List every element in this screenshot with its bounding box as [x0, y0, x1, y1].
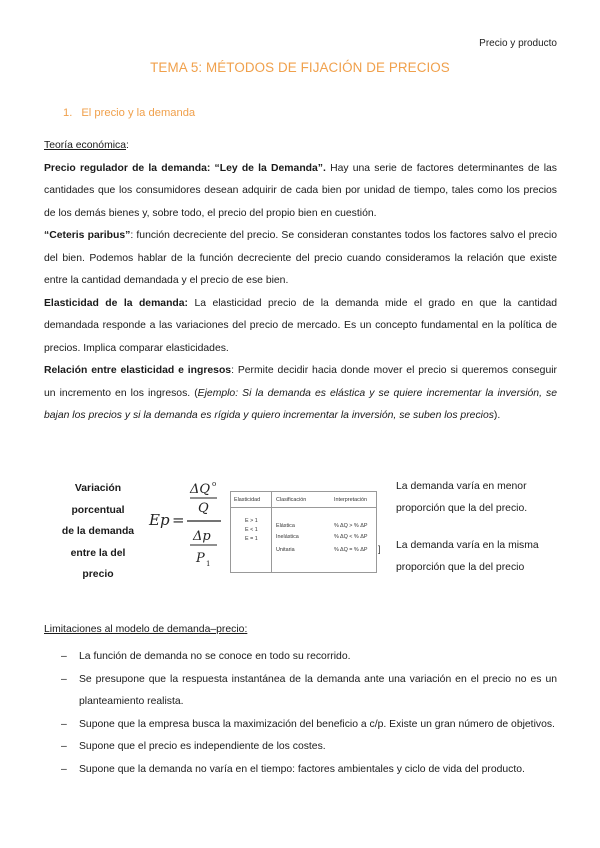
list-item — [44, 759, 557, 782]
note-unitary: La demanda varía en la misma proporción que la del precio — [396, 540, 539, 573]
limits-heading-colon: : — [244, 624, 248, 635]
formula-lhs: Ep — [149, 511, 170, 529]
formula-num-top: ΔQ — [190, 482, 211, 497]
table-header-cell: Interpretación — [334, 497, 367, 503]
formula-den-bottom: P — [196, 551, 205, 566]
paragraph-text: Hay una serie de factores determinantes de las cantidades que los consumidores desean adquirir de cada bien por unidad de tiempo, tales como los precios de los demás bienes y, sobre todo, el precio del propio bien en cuestión. — [44, 162, 557, 219]
theory-block — [44, 135, 557, 428]
document-title: TEMA 5: MÉTODOS DE FIJACIÓN DE PRECIOS — [150, 60, 450, 75]
figure-label-line: entre la del — [70, 547, 126, 559]
table-cell: Unitaria — [276, 547, 295, 553]
list-item — [44, 714, 557, 737]
list-item — [44, 736, 557, 759]
figure-label-line: porcentual — [71, 504, 125, 516]
section-heading — [63, 107, 195, 119]
theory-heading-text: Teoría económica — [44, 140, 127, 151]
list-dash: – — [61, 651, 67, 662]
formula-num-top-sup: o — [212, 480, 217, 488]
term-elasticity-income: Relación entre elasticidad e ingresos — [44, 365, 232, 376]
figure-label — [50, 478, 146, 586]
table-cell: % ΔQ > % ΔP — [334, 523, 368, 529]
limits-heading-text: Limitaciones al modelo de demanda–precio — [44, 624, 245, 635]
example-text: Ejemplo: Si la demanda es elástica y se quiere incrementar la inversión, se bajan los precios y si la demanda es rígida y quiero incrementar la inversión, se suben los precios — [44, 387, 557, 421]
paragraph-elasticity — [44, 293, 557, 361]
paragraph-text: La elasticidad precio de la demanda mide el grado en que la cantidad demandada responde a las variaciones del precio de mercado. Es un concepto fundamental en la política de precios. Implica comparar elasticidades. — [44, 297, 557, 354]
list-item — [44, 646, 557, 669]
theory-heading-colon: : — [126, 140, 129, 151]
term-law-of-demand: Precio regulador de la demanda: “Ley de la Demanda”. — [44, 162, 326, 174]
paragraph-elasticity-income — [44, 360, 557, 428]
list-dash: – — [61, 673, 67, 685]
list-dash: – — [61, 763, 67, 775]
table-bracket: ] — [378, 544, 381, 554]
table-cell: E = 1 — [245, 536, 258, 542]
list-dash: – — [61, 741, 67, 752]
elasticity-table — [230, 491, 377, 573]
section-number: 1. — [63, 107, 73, 119]
table-cell: Inelástica — [276, 534, 299, 540]
elasticity-figure — [44, 474, 564, 604]
list-item-text: La función de demanda no se conoce en todo su recorrido. — [79, 651, 351, 662]
term-elasticity: Elasticidad de la demanda: — [44, 297, 189, 309]
formula-den-bottom-sub: 1 — [206, 560, 211, 568]
table-header-cell: Clasificación — [276, 497, 307, 503]
list-item-text: Supone que la empresa busca la maximización del beneficio a c/p. Existe un gran número de objetivos. — [79, 718, 555, 730]
table-cell: Elástica — [276, 523, 295, 529]
limits-heading — [44, 624, 247, 635]
table-column-divider — [271, 492, 272, 572]
table-cell: E < 1 — [245, 527, 258, 533]
note-inelastic: La demanda varía en menor proporción que la del precio. — [396, 481, 528, 514]
paragraph-text: : función decreciente del precio. Se consideran constantes todos los factores salvo el precio del bien. Podemos hablar de la función decreciente del precio cuando consideramos la relación que existe entre la cantidad demandada y el precio de ese bien. — [44, 230, 557, 286]
paragraph-ceteris-paribus — [44, 225, 557, 293]
running-header: Precio y producto — [479, 38, 557, 49]
table-cell: % ΔQ = % ΔP — [334, 547, 368, 553]
section-label: El precio y la demanda — [81, 107, 196, 119]
figure-label-line: de la demanda — [61, 526, 135, 537]
paragraph-text: : Permite decidir hacia donde mover el precio si queremos conseguir un incremento en los ingresos. ( — [44, 365, 558, 399]
formula-num-bottom: Q — [198, 501, 209, 516]
formula-den-top: Δp — [193, 529, 211, 544]
figure-label-line: Variación — [74, 483, 122, 494]
list-item-text: Supone que la demanda no varía en el tiempo: factores ambientales y ciclo de vida del producto. — [79, 763, 525, 775]
table-cell: E > 1 — [245, 518, 258, 524]
paragraph-law-of-demand — [44, 158, 557, 226]
list-dash: – — [61, 718, 67, 730]
term-ceteris-paribus: “Ceteris paribus” — [44, 230, 131, 241]
list-item-text: Se presupone que la respuesta instantánea de la demanda ante una variación en el precio no es un planteamiento realista. — [79, 673, 557, 707]
formula-equals: = — [172, 511, 185, 529]
table-header-cell: Elasticidad — [234, 497, 261, 503]
paragraph-end: ). — [493, 410, 501, 421]
list-item — [44, 669, 557, 714]
table-cell: % ΔQ < % ΔP — [334, 534, 368, 540]
list-item-text: Supone que el precio es independiente de los costes. — [79, 741, 326, 752]
limits-list — [44, 646, 557, 781]
theory-heading — [44, 135, 557, 158]
figure-label-line: precio — [82, 569, 114, 580]
